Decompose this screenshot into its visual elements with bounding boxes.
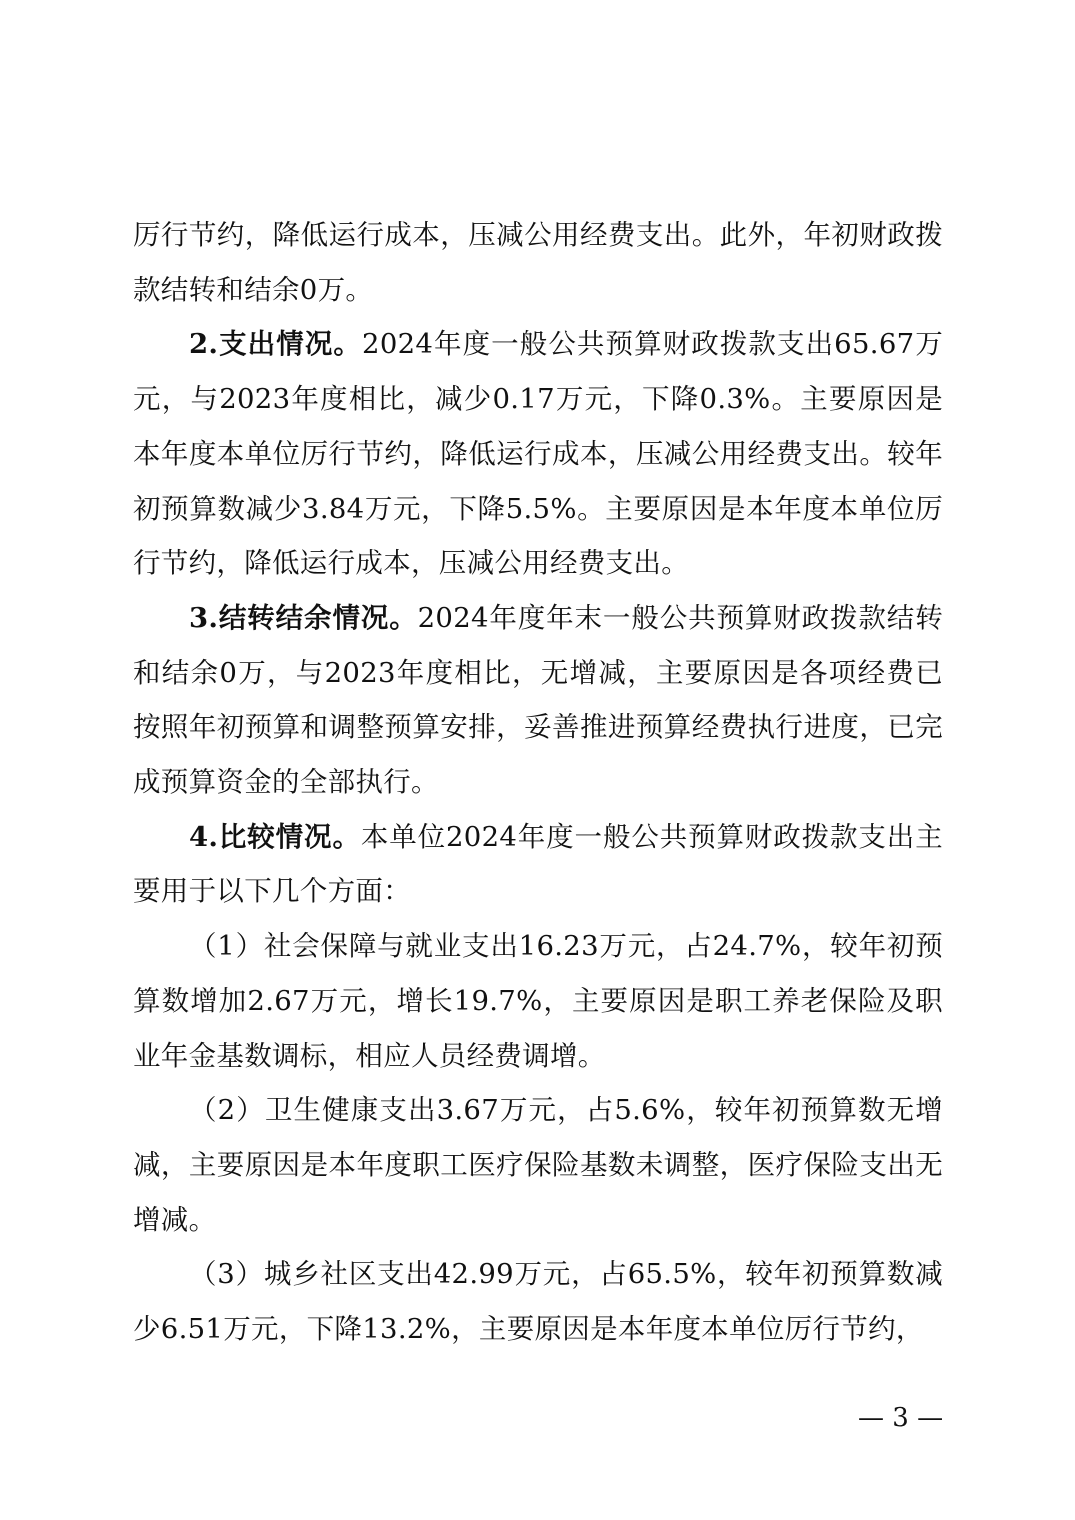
page-number: — 3 — (858, 1403, 944, 1433)
paragraph-text: 厉行节约，降低运行成本，压减公用经费支出。此外，年初财政拨款结转和结余0万。 (133, 219, 943, 306)
paragraph-comparison (133, 810, 943, 919)
paragraph-text: 2024年度一般公共预算财政拨款支出65.67万元，与2023年度相比，减少0.17万元，下降0.3%。主要原因是本年度本单位厉行节约，降低运行成本，压减公用经费支出。较年初预算数减少3.84万元，下降5.5%。主要原因是本年度本单位厉行节约，降低运行成本，压减公用经费支出。 (133, 328, 943, 580)
paragraph-continuation (133, 208, 943, 317)
paragraph-text: （2）卫生健康支出3.67万元，占5.6%，较年初预算数无增减，主要原因是本年度职工医疗保险基数未调整，医疗保险支出无增减。 (133, 1094, 943, 1236)
paragraph-text: （3）城乡社区支出42.99万元，占65.5%，较年初预算数减少6.51万元，下降13.2%，主要原因是本年度本单位厉行节约， (133, 1258, 943, 1346)
paragraph-item-2 (133, 1083, 943, 1247)
paragraph-item-3 (133, 1247, 943, 1356)
paragraph-heading: 3.结转结余情况。 (189, 601, 418, 634)
paragraph-item-1 (133, 919, 943, 1083)
paragraph-heading: 4.比较情况。 (189, 820, 361, 853)
document-body (133, 208, 943, 1357)
paragraph-carryover (133, 591, 943, 810)
paragraph-text: （1）社会保障与就业支出16.23万元，占24.7%，较年初预算数增加2.67万元，增长19.7%，主要原因是职工养老保险及职业年金基数调标，相应人员经费调增。 (133, 930, 943, 1072)
paragraph-text: 2024年度年末一般公共预算财政拨款结转和结余0万，与2023年度相比，无增减，主要原因是各项经费已按照年初预算和调整预算安排，妥善推进预算经费执行进度，已完成预算资金的全部执行。 (133, 601, 943, 799)
paragraph-heading: 2.支出情况。 (189, 328, 363, 361)
paragraph-expenditure (133, 317, 943, 591)
paragraph-text: 本单位2024年度一般公共预算财政拨款支出主要用于以下几个方面： (133, 820, 943, 908)
